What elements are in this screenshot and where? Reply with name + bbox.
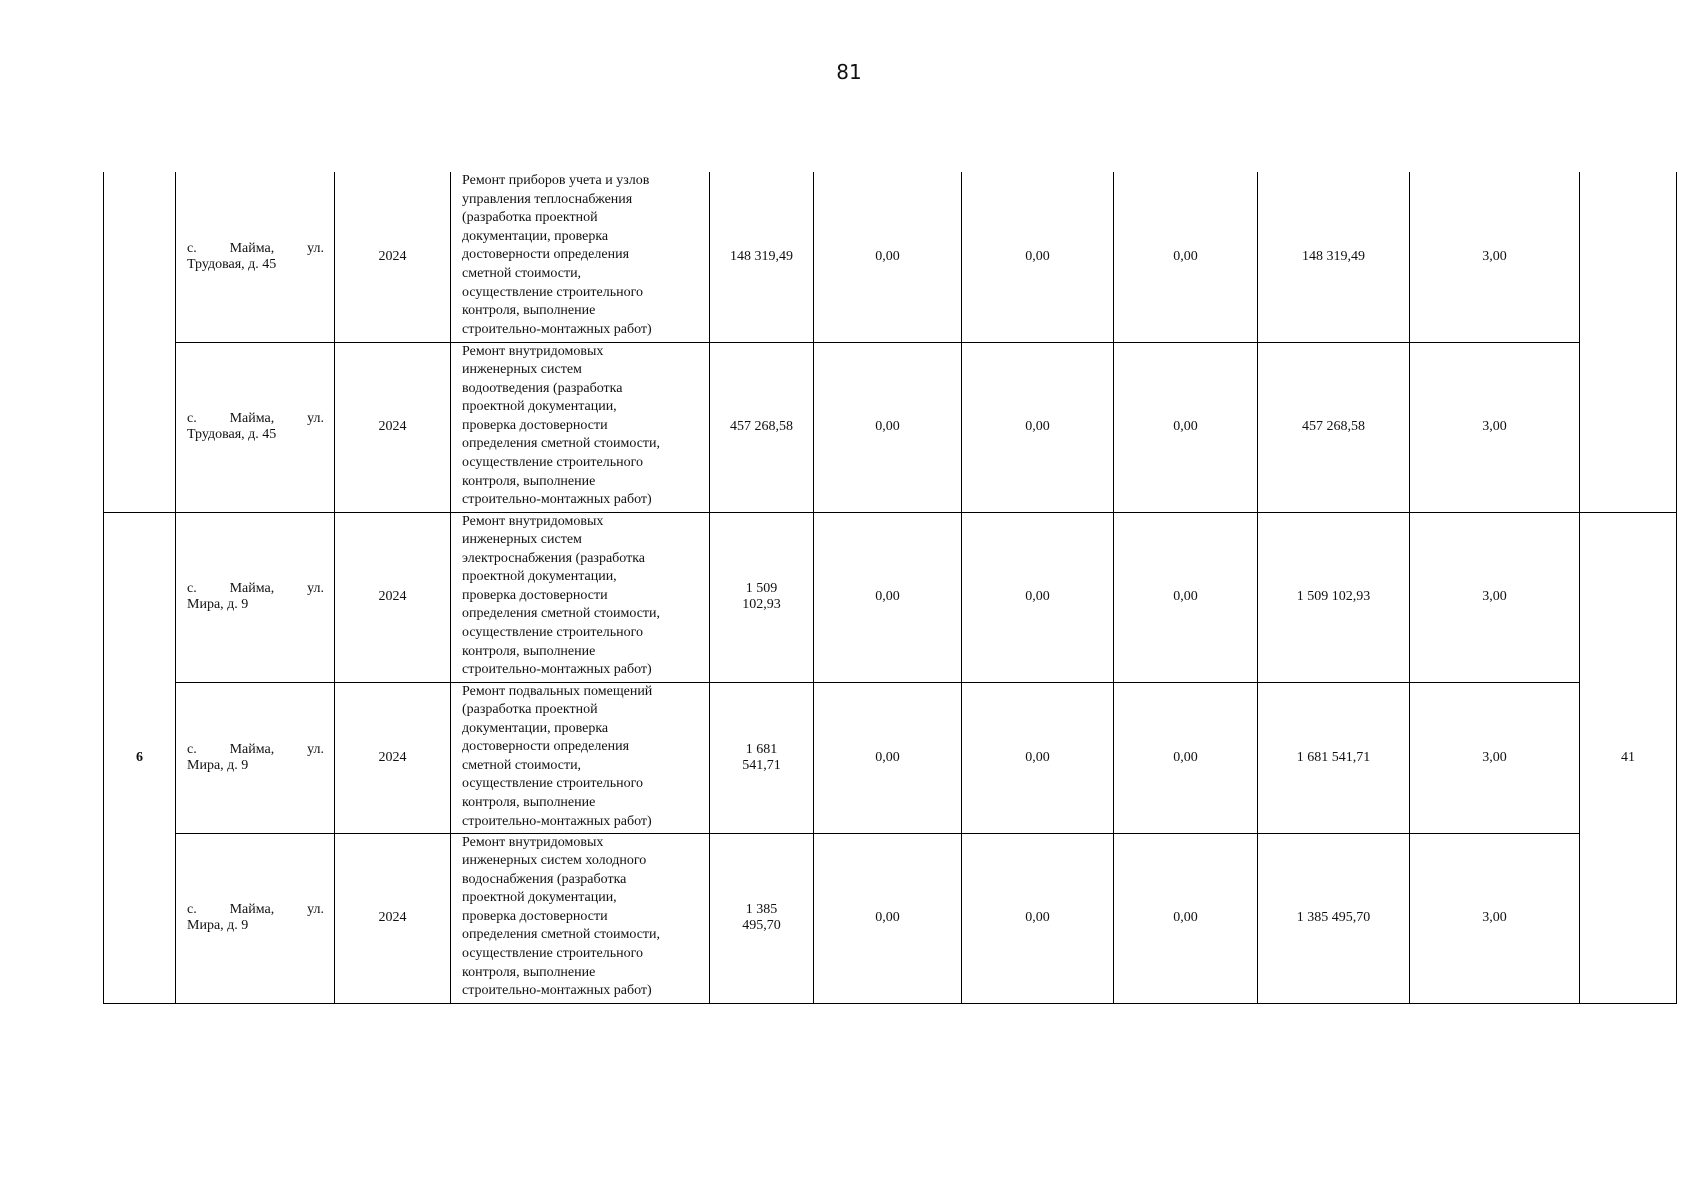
- work-line: осуществление строительного: [462, 946, 643, 962]
- value-cell-e: 3,00: [1410, 512, 1580, 682]
- work-line: строительно-монтажных работ): [462, 813, 652, 829]
- address-rest: Мира, д. 9: [187, 757, 249, 773]
- total-cost-cell: [710, 172, 814, 342]
- value-cell-e: 3,00: [1410, 682, 1580, 833]
- total-cost-line2: 495,70: [742, 918, 781, 933]
- value-cell-e: 3,00: [1410, 342, 1580, 512]
- group-number-cell: 6: [104, 512, 176, 1003]
- work-line: проверка достоверности: [462, 587, 608, 603]
- value-cell-b: 0,00: [962, 512, 1114, 682]
- work-line: проектной документации,: [462, 569, 617, 585]
- value-cell-a: 0,00: [814, 512, 962, 682]
- work-line: проектной документации,: [462, 399, 617, 415]
- year-cell: 2024: [335, 172, 451, 342]
- value-cell-e: 3,00: [1410, 172, 1580, 342]
- address-street-type: ул.: [307, 741, 324, 757]
- work-description-cell: [451, 833, 710, 1003]
- work-line: контроля, выполнение: [462, 964, 596, 980]
- value-cell-d: 457 268,58: [1258, 342, 1410, 512]
- group-last-cell: [1580, 172, 1677, 512]
- address-prefix: с.: [187, 411, 197, 426]
- total-cost-line1: 1 385: [745, 902, 778, 917]
- address-prefix: с.: [187, 581, 197, 596]
- value-cell-c: 0,00: [1114, 342, 1258, 512]
- total-cost-line1: 1 509: [745, 581, 778, 596]
- address-city: Майма,: [229, 741, 275, 757]
- year-cell: 2024: [335, 512, 451, 682]
- address-rest: Мира, д. 9: [187, 918, 249, 933]
- value-cell-e: 3,00: [1410, 833, 1580, 1003]
- work-line: проверка достоверности: [462, 417, 608, 433]
- group-last-cell: 41: [1580, 512, 1677, 1003]
- total-cost-cell: [710, 512, 814, 682]
- work-line: определения сметной стоимости,: [462, 436, 661, 452]
- work-line: инженерных систем холодного: [462, 853, 647, 869]
- year-cell: 2024: [335, 682, 451, 833]
- page-number: 81: [836, 60, 862, 84]
- value-cell-d: 1 681 541,71: [1258, 682, 1410, 833]
- work-line: управления теплоснабжения: [462, 191, 633, 207]
- total-cost-line1: 1 681: [745, 741, 778, 757]
- work-line: инженерных систем: [462, 362, 582, 378]
- work-line: контроля, выполнение: [462, 795, 596, 811]
- address-prefix: с.: [187, 240, 197, 256]
- value-cell-b: 0,00: [962, 172, 1114, 342]
- address-city: Майма,: [229, 902, 275, 917]
- work-line: Ремонт внутридомовых: [462, 513, 604, 529]
- work-line: документации, проверка: [462, 228, 609, 244]
- work-line: осуществление строительного: [462, 455, 643, 471]
- value-cell-a: 0,00: [814, 172, 962, 342]
- works-table: [103, 172, 1677, 1004]
- work-line: контроля, выполнение: [462, 473, 596, 489]
- value-cell-d: 1 385 495,70: [1258, 833, 1410, 1003]
- work-line: достоверности определения: [462, 247, 630, 263]
- total-cost-cell: [710, 833, 814, 1003]
- table-row: [104, 682, 1677, 833]
- address-street-type: ул.: [307, 411, 324, 426]
- address-rest: Трудовая, д. 45: [187, 427, 277, 442]
- address-street-type: ул.: [307, 240, 324, 256]
- total-cost-line2: 541,71: [742, 757, 781, 773]
- address-city: Майма,: [229, 581, 275, 596]
- work-line: (разработка проектной: [462, 210, 598, 226]
- work-line: водоотведения (разработка: [462, 380, 623, 396]
- work-line: проектной документации,: [462, 890, 617, 906]
- address-city: Майма,: [229, 240, 275, 256]
- address-street-type: ул.: [307, 902, 324, 917]
- total-cost-line1: 457 268,58: [730, 419, 793, 434]
- value-cell-d: 1 509 102,93: [1258, 512, 1410, 682]
- table-row: [104, 342, 1677, 512]
- total-cost-cell: [710, 682, 814, 833]
- group-number-cell: [104, 172, 176, 512]
- address-cell: [176, 172, 335, 342]
- work-description-cell: [451, 172, 710, 342]
- value-cell-c: 0,00: [1114, 682, 1258, 833]
- address-cell: [176, 512, 335, 682]
- value-cell-a: 0,00: [814, 833, 962, 1003]
- work-line: (разработка проектной: [462, 702, 598, 718]
- total-cost-cell: [710, 342, 814, 512]
- work-line: проверка достоверности: [462, 908, 608, 924]
- year-cell: 2024: [335, 833, 451, 1003]
- work-line: электроснабжения (разработка: [462, 550, 646, 566]
- value-cell-b: 0,00: [962, 682, 1114, 833]
- value-cell-b: 0,00: [962, 833, 1114, 1003]
- address-rest: Мира, д. 9: [187, 597, 249, 612]
- work-line: сметной стоимости,: [462, 265, 582, 281]
- work-description-cell: [451, 682, 710, 833]
- total-cost-line1: 148 319,49: [730, 248, 793, 264]
- work-description-cell: [451, 342, 710, 512]
- address-prefix: с.: [187, 902, 197, 917]
- value-cell-a: 0,00: [814, 682, 962, 833]
- address-cell: [176, 342, 335, 512]
- work-line: сметной стоимости,: [462, 757, 582, 773]
- address-prefix: с.: [187, 741, 197, 757]
- work-line: строительно-монтажных работ): [462, 662, 652, 678]
- value-cell-a: 0,00: [814, 342, 962, 512]
- address-city: Майма,: [229, 411, 275, 426]
- work-line: Ремонт приборов учета и узлов: [462, 173, 650, 188]
- work-line: Ремонт подвальных помещений: [462, 683, 653, 699]
- work-line: строительно-монтажных работ): [462, 492, 652, 508]
- address-street-type: ул.: [307, 581, 324, 596]
- value-cell-c: 0,00: [1114, 172, 1258, 342]
- work-description-cell: [451, 512, 710, 682]
- work-line: определения сметной стоимости,: [462, 606, 661, 622]
- value-cell-c: 0,00: [1114, 833, 1258, 1003]
- work-line: контроля, выполнение: [462, 303, 596, 319]
- work-line: осуществление строительного: [462, 776, 643, 792]
- address-rest: Трудовая, д. 45: [187, 256, 277, 272]
- total-cost-line2: 102,93: [742, 597, 781, 612]
- table-row: [104, 172, 1677, 342]
- work-line: осуществление строительного: [462, 625, 643, 641]
- year-cell: 2024: [335, 342, 451, 512]
- work-line: контроля, выполнение: [462, 643, 596, 659]
- work-line: инженерных систем: [462, 532, 582, 548]
- work-line: Ремонт внутридомовых: [462, 343, 604, 359]
- work-line: достоверности определения: [462, 739, 630, 755]
- work-line: водоснабжения (разработка: [462, 871, 627, 887]
- work-line: осуществление строительного: [462, 284, 643, 300]
- work-line: Ремонт внутридомовых: [462, 834, 604, 850]
- table-row: [104, 833, 1677, 1003]
- work-line: определения сметной стоимости,: [462, 927, 661, 943]
- work-line: документации, проверка: [462, 720, 609, 736]
- value-cell-b: 0,00: [962, 342, 1114, 512]
- work-line: строительно-монтажных работ): [462, 321, 652, 337]
- address-cell: [176, 833, 335, 1003]
- value-cell-d: 148 319,49: [1258, 172, 1410, 342]
- address-cell: [176, 682, 335, 833]
- work-line: строительно-монтажных работ): [462, 983, 652, 999]
- table-row: [104, 512, 1677, 682]
- value-cell-c: 0,00: [1114, 512, 1258, 682]
